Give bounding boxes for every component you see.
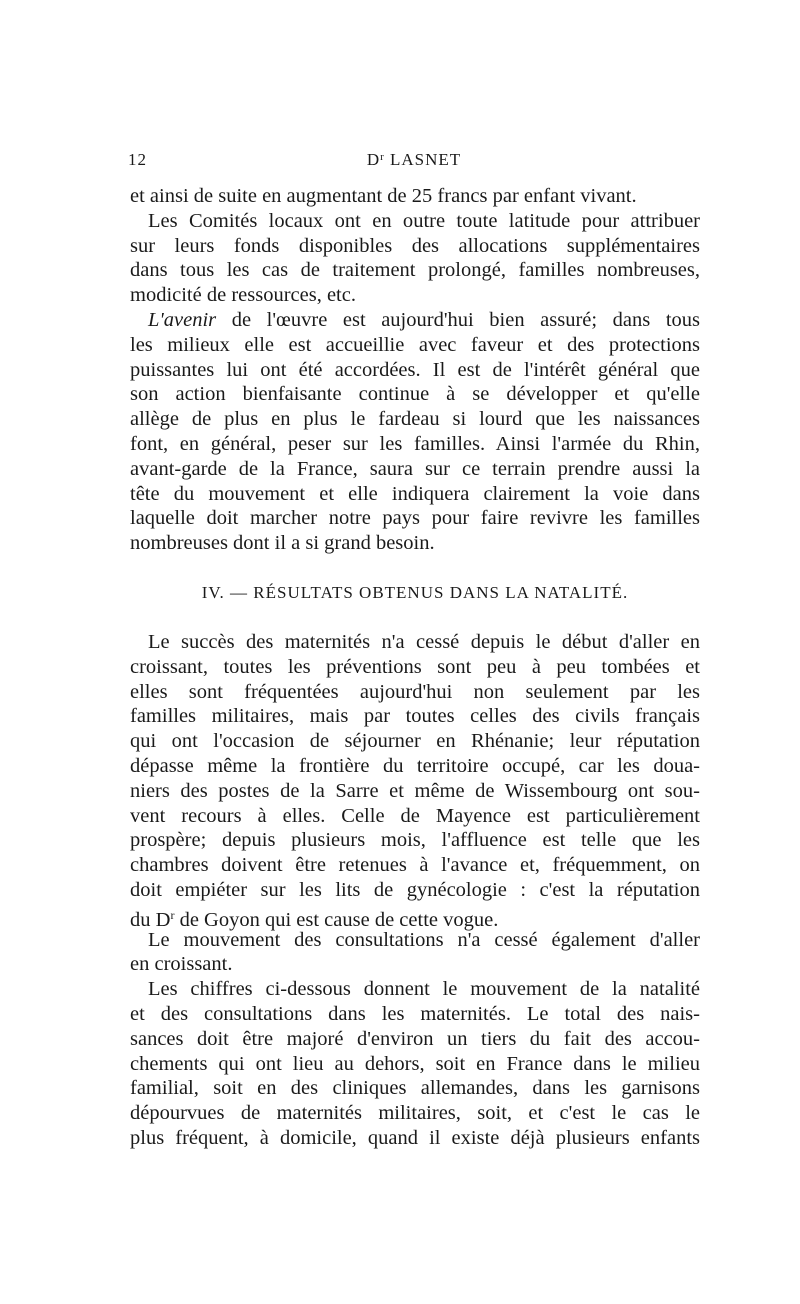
paragraph-5 [130, 928, 700, 978]
text-line: dépasse même la frontière du territoire occupé, car les doua- [130, 754, 700, 777]
text-line: vent recours à elles. Celle de Mayence est particulièrement [130, 804, 700, 827]
text-line: et des consultations dans les maternités. Le total des nais- [130, 1002, 700, 1025]
author-prefix: D [366, 150, 381, 169]
italic-lead: L'avenir [148, 308, 217, 331]
text-line: chements qui ont lieu au dehors, soit en France dans le milieu [130, 1052, 700, 1075]
paragraph-4 [130, 630, 700, 931]
text-line: en croissant. [130, 953, 233, 976]
text-line: nombreuses dont il a si grand besoin. [130, 532, 435, 555]
line-rest: de l'œuvre est aujourd'hui bien assuré; dans tous [216, 308, 700, 331]
author-name: LASNET [390, 150, 462, 169]
text-line: dans tous les cas de traitement prolongé, familles nombreuses, [130, 259, 700, 282]
text-line: Les Comités locaux ont en outre toute latitude pour attribuer [148, 209, 700, 232]
text-line: tête du mouvement et elle indiquera clairement la voie dans [130, 482, 700, 505]
text-line [130, 308, 700, 333]
text-line: son action bienfaisante continue à se développer et qu'elle [130, 383, 700, 406]
text-line [130, 903, 700, 931]
text-line: font, en général, peser sur les familles. Ainsi l'armée du Rhin, [130, 432, 700, 455]
text-line: sur leurs fonds disponibles des allocations supplémentaires [130, 234, 700, 257]
text-line: dépourvues de maternités militaires, soit, et c'est le cas le [130, 1102, 700, 1125]
text-line: prospère; depuis plusieurs mois, l'affluence est telle que les [130, 829, 700, 852]
spacer [130, 608, 700, 630]
text-line: allège de plus en plus le fardeau si lourd que les naissances [130, 408, 700, 431]
text-line: sances doit être majoré d'environ un tiers du fait des accou- [130, 1027, 700, 1050]
line-prefix: du D [130, 908, 171, 931]
text-line: familles militaires, mais par toutes celles des civils français [130, 705, 700, 728]
text-line: les milieux elle est accueillie avec faveur et des protections [130, 333, 700, 356]
paragraph-2 [130, 209, 700, 308]
text-line: doit empiéter sur les lits de gynécologie : c'est la réputation [130, 878, 700, 901]
text-line: laquelle doit marcher notre pays pour faire revivre les familles [130, 507, 700, 530]
text-line: modicité de ressources, etc. [130, 284, 356, 307]
paragraph-1 [130, 184, 700, 209]
line-rest: de Goyon qui est cause de cette vogue. [174, 908, 499, 931]
text-line: Les chiffres ci-dessous donnent le mouvement de la natalité [148, 978, 700, 1001]
spacer [130, 556, 700, 578]
text-line: croissant, toutes les préventions sont peu à peu tombées et [130, 655, 700, 678]
text-line: chambres doivent être retenues à l'avance et, fréquemment, on [130, 854, 700, 877]
running-title [128, 150, 700, 170]
superscript: r [170, 907, 175, 922]
text-line: avant-garde de la France, saura sur ce terrain prendre aussi la [130, 457, 700, 480]
text-line: plus fréquent, à domicile, quand il existe déjà plusieurs enfants [130, 1126, 700, 1149]
text-line: elles sont fréquentées aujourd'hui non seulement par les [130, 680, 700, 703]
text-line: Le succès des maternités n'a cessé depuis le début d'aller en [148, 630, 700, 653]
text-line: puissantes lui ont été accordées. Il est de l'intérêt général que [130, 358, 700, 381]
text-line: familial, soit en des cliniques allemandes, dans les garnisons [130, 1077, 700, 1100]
text-body [130, 184, 700, 1151]
text-line: et ainsi de suite en augmentant de 25 francs par enfant vivant. [130, 185, 637, 207]
paragraph-3 [130, 308, 700, 556]
text-line: Le mouvement des consultations n'a cessé également d'aller [148, 928, 700, 951]
author-sup: r [380, 151, 385, 163]
section-heading: IV. — RÉSULTATS OBTENUS DANS LA NATALITÉ. [201, 582, 629, 602]
text-line: qui ont l'occasion de séjourner en Rhénanie; leur réputation [130, 730, 700, 753]
paragraph-6 [130, 977, 700, 1151]
page-number: 12 [128, 150, 147, 169]
text-line: niers des postes de la Sarre et même de Wissembourg ont sou- [130, 779, 700, 802]
